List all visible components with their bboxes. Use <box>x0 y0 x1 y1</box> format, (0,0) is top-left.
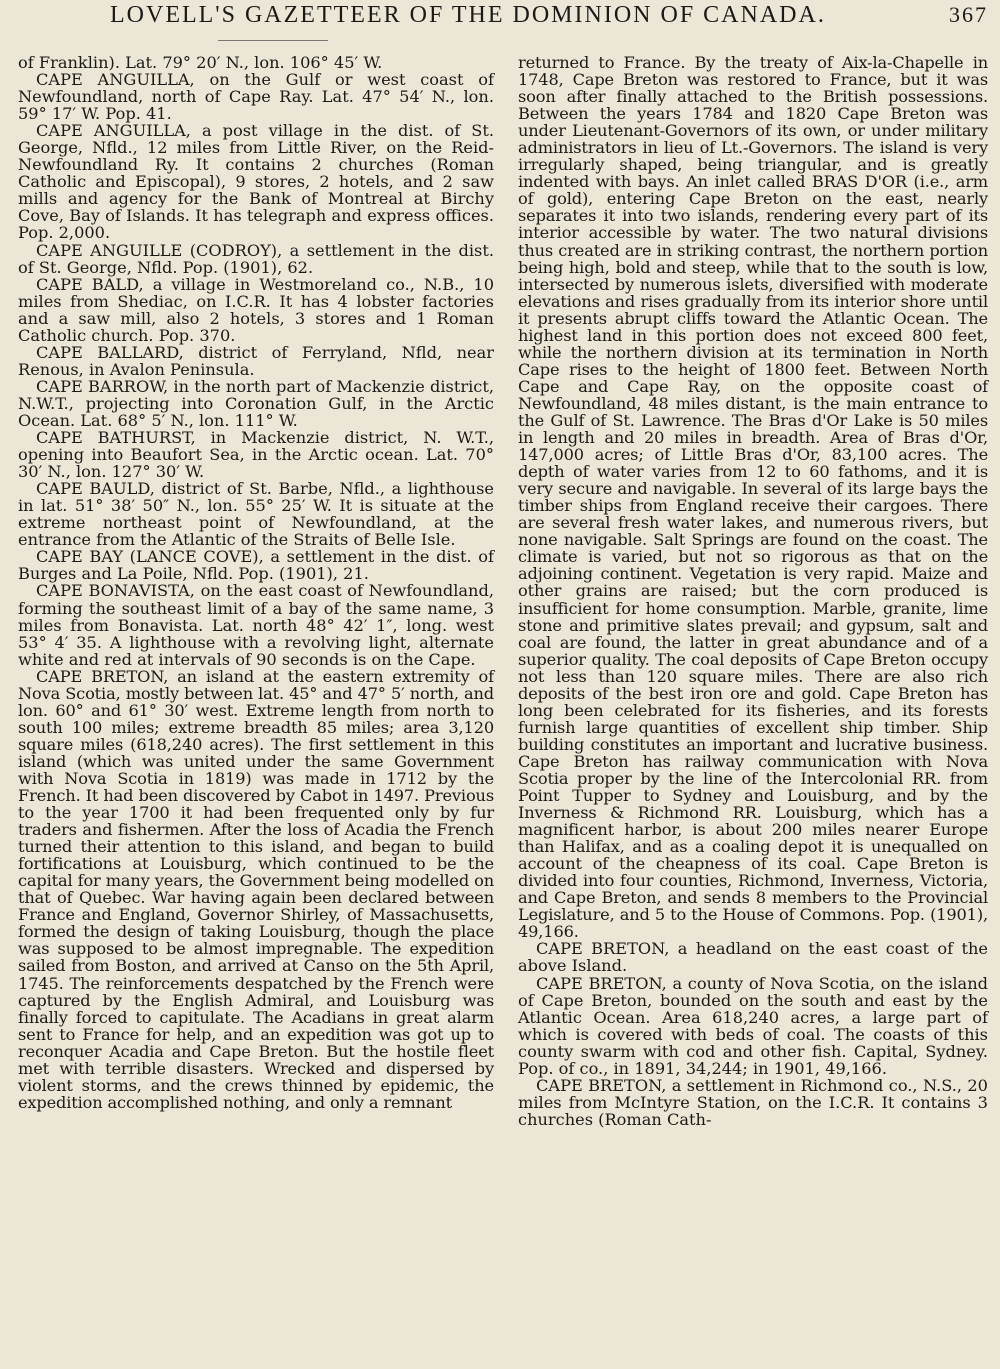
right-column <box>518 54 988 1128</box>
entry-paragraph: CAPE BRETON, a headland on the east coast of the above Island. <box>518 939 988 976</box>
entry-paragraph: CAPE BRETON, a county of Nova Scotia, on the island of Cape Breton, bounded on the south and east by the Atlantic Ocean. Area 618,240 acres, a large part of which is covered with beds of coal. The coasts of this county swarm with cod and other fish. Capital, Sydney. Pop. of co., in 1891, 34,244; in 1901, 49,166. <box>518 973 988 1078</box>
entry-paragraph: CAPE ANGUILLA, a post village in the dist. of St. George, Nfld., 12 miles from Little River, on the Reid-Newfoundland Ry. It contains 2 churches (Roman Catholic and Episcopal), 9 stores, 2 hotels, and 2 saw mills and agency for the Bank of Montreal at Birchy Cove, Bay of Islands. It has telegraph and express offices. Pop. 2,000. <box>18 121 494 243</box>
header-rule <box>218 40 328 41</box>
page-number: 367 <box>949 2 988 27</box>
entry-paragraph: CAPE ANGUILLA, on the Gulf or west coast of Newfoundland, north of Cape Ray. Lat. 47° 54′ N., lon. 59° 17′ W. Pop. 41. <box>18 70 494 124</box>
entry-paragraph: CAPE BALLARD, district of Ferryland, Nfld, near Renous, in Avalon Peninsula. <box>18 342 494 379</box>
entry-paragraph: CAPE ANGUILLE (CODROY), a settlement in the dist. of St. George, Nfld. Pop. (1901), 62. <box>18 240 494 277</box>
entry-paragraph: CAPE BRETON, an island at the eastern extremity of Nova Scotia, mostly between lat. 45° and 47° 5′ north, and lon. 60° and 61° 30′ west. Extreme length from north to south 100 miles; extreme breadth 85 miles; area 3,120 square miles (618,240 acres). The first settlement in this island (which was united under the same Government with Nova Scotia in 1819) was made in 1712 by the French. It had been discovered by Cabot in 1497. Previous to the year 1700 it had been frequented only by fur traders and fishermen. After the loss of Acadia the French turned their attention to this island, and began to build fortifications at Louisburg, which continued to be the capital for many years, the Government being modelled on that of Quebec. War having again been declared between France and England, Governor Shirley, of Massachusetts, formed the design of taking Louisburg, though the place was supposed to be almost impregnable. The expedition sailed from Boston, and arrived at Canso on the 5th April, 1745. The reinforcements despatched by the French were captured by the English Admiral, and Louisburg was finally forced to capitulate. The Acadians in great alarm sent to France for help, and an expedition was got up to reconquer Acadia and Cape Breton. But the hostile fleet met with terrible disasters. Wrecked and dispersed by violent storms, and the crews thinned by epidemic, the expedition accomplished nothing, and only a remnant <box>18 666 494 1112</box>
entry-paragraph: CAPE BRETON, a settlement in Richmond co., N.S., 20 miles from McIntyre Station, on the I.C.R. It contains 3 churches (Roman Cath- <box>518 1075 988 1129</box>
entry-paragraph: CAPE BAULD, district of St. Barbe, Nfld., a lighthouse in lat. 51° 38′ 50″ N., lon. 55° 25′ W. It is situate at the extreme northeast point of Newfoundland, at the entrance from the Atlantic of the Straits of Belle Isle. <box>18 479 494 550</box>
entry-paragraph: CAPE BARROW, in the north part of Mackenzie district, N.W.T., projecting into Coronation Gulf, in the Arctic Ocean. Lat. 68° 5′ N., lon. 111° W. <box>18 376 494 430</box>
text-columns <box>18 54 988 1128</box>
running-header <box>18 2 988 36</box>
entry-paragraph: of Franklin). Lat. 79° 20′ N., lon. 106° 45′ W. <box>18 53 383 72</box>
left-column <box>18 54 494 1128</box>
entry-paragraph: returned to France. By the treaty of Aix-la-Chapelle in 1748, Cape Breton was restored to France, but it was soon after finally attached to the British possessions. Between the years 1784 and 1820 Cape Breton was under Lieutenant-Governors of its own, or under military administrators in lieu of Lt.-Governors. The island is very irregularly shaped, being triangular, and is greatly indented with bays. An inlet called BRAS D'OR (i.e., arm of gold), entering Cape Breton on the east, nearly separates it into two islands, rendering every part of its interior accessible by water. The two natural divisions thus created are in striking contrast, the northern portion being high, bold and steep, while that to the south is low, intersected by numerous islets, diversified with moderate elevations and rises gradually from its interior shore until it presents abrupt cliffs toward the Atlantic Ocean. The highest land in this portion does not exceed 800 feet, while the northern division at its termination in North Cape rises to the height of 1800 feet. Between North Cape and Cape Ray, on the opposite coast of Newfoundland, 48 miles distant, is the main entrance to the Gulf of St. Lawrence. The Bras d'Or Lake is 50 miles in length and 20 miles in breadth. Area of Bras d'Or, 147,000 acres; of Little Bras d'Or, 83,100 acres. The depth of water varies from 12 to 60 fathoms, and it is very secure and navigable. In several of its large bays the timber ships from England receive their cargoes. There are several fresh water lakes, and numerous rivers, but none navigable. Salt Springs are found on the coast. The climate is varied, but not so rigorous as that on the adjoining continent. Vegetation is very rapid. Maize and other grains are raised; but the corn produced is insufficient for home consumption. Marble, granite, lime stone and primitive slates prevail; and gypsum, salt and coal are found, the latter in great abundance and of a superior quality. The coal deposits of Cape Breton occupy not less than 120 square miles. There are also rich deposits of the best iron ore and gold. Cape Breton has long been celebrated for its fisheries, and its forests furnish large quantities of excellent ship timber. Ship building constitutes an important and lucrative business. Cape Breton has railway communication with Nova Scotia proper by the line of the Intercolonial RR. from Point Tupper to Sydney and Louisburg, and by the Inverness & Richmond RR. Louisburg, which has a magnificent harbor, is about 200 miles nearer Europe than Halifax, and as a coaling depot it is unequalled on account of the cheapness of its coal. Cape Breton is divided into four counties, Richmond, Inverness, Victoria, and Cape Breton, and sends 8 members to the Provincial Legislature, and 5 to the House of Commons. Pop. (1901), 49,166. <box>518 53 988 942</box>
entry-paragraph: CAPE BATHURST, in Mackenzie district, N. W.T., opening into Beaufort Sea, in the Arctic ocean. Lat. 70° 30′ N., lon. 127° 30′ W. <box>18 428 494 482</box>
entry-paragraph: CAPE BAY (LANCE COVE), a settlement in the dist. of Burges and La Poile, Nfld. Pop. (1901), 21. <box>18 547 494 584</box>
gazetteer-page <box>0 2 1000 1369</box>
entry-paragraph: CAPE BONAVISTA, on the east coast of Newfoundland, forming the southeast limit of a bay of the same name, 3 miles from Bonavista. Lat. north 48° 42′ 1″, long. west 53° 4′ 35. A lighthouse with a revolving light, alternate white and red at intervals of 90 seconds is on the Cape. <box>18 581 494 669</box>
entry-paragraph: CAPE BALD, a village in Westmoreland co., N.B., 10 miles from Shediac, on I.C.R. It has 4 lobster factories and a saw mill, also 2 hotels, 3 stores and 1 Roman Catholic church. Pop. 370. <box>18 274 494 345</box>
page-title: LOVELL'S GAZETTEER OF THE DOMINION OF CANADA. <box>110 2 826 28</box>
